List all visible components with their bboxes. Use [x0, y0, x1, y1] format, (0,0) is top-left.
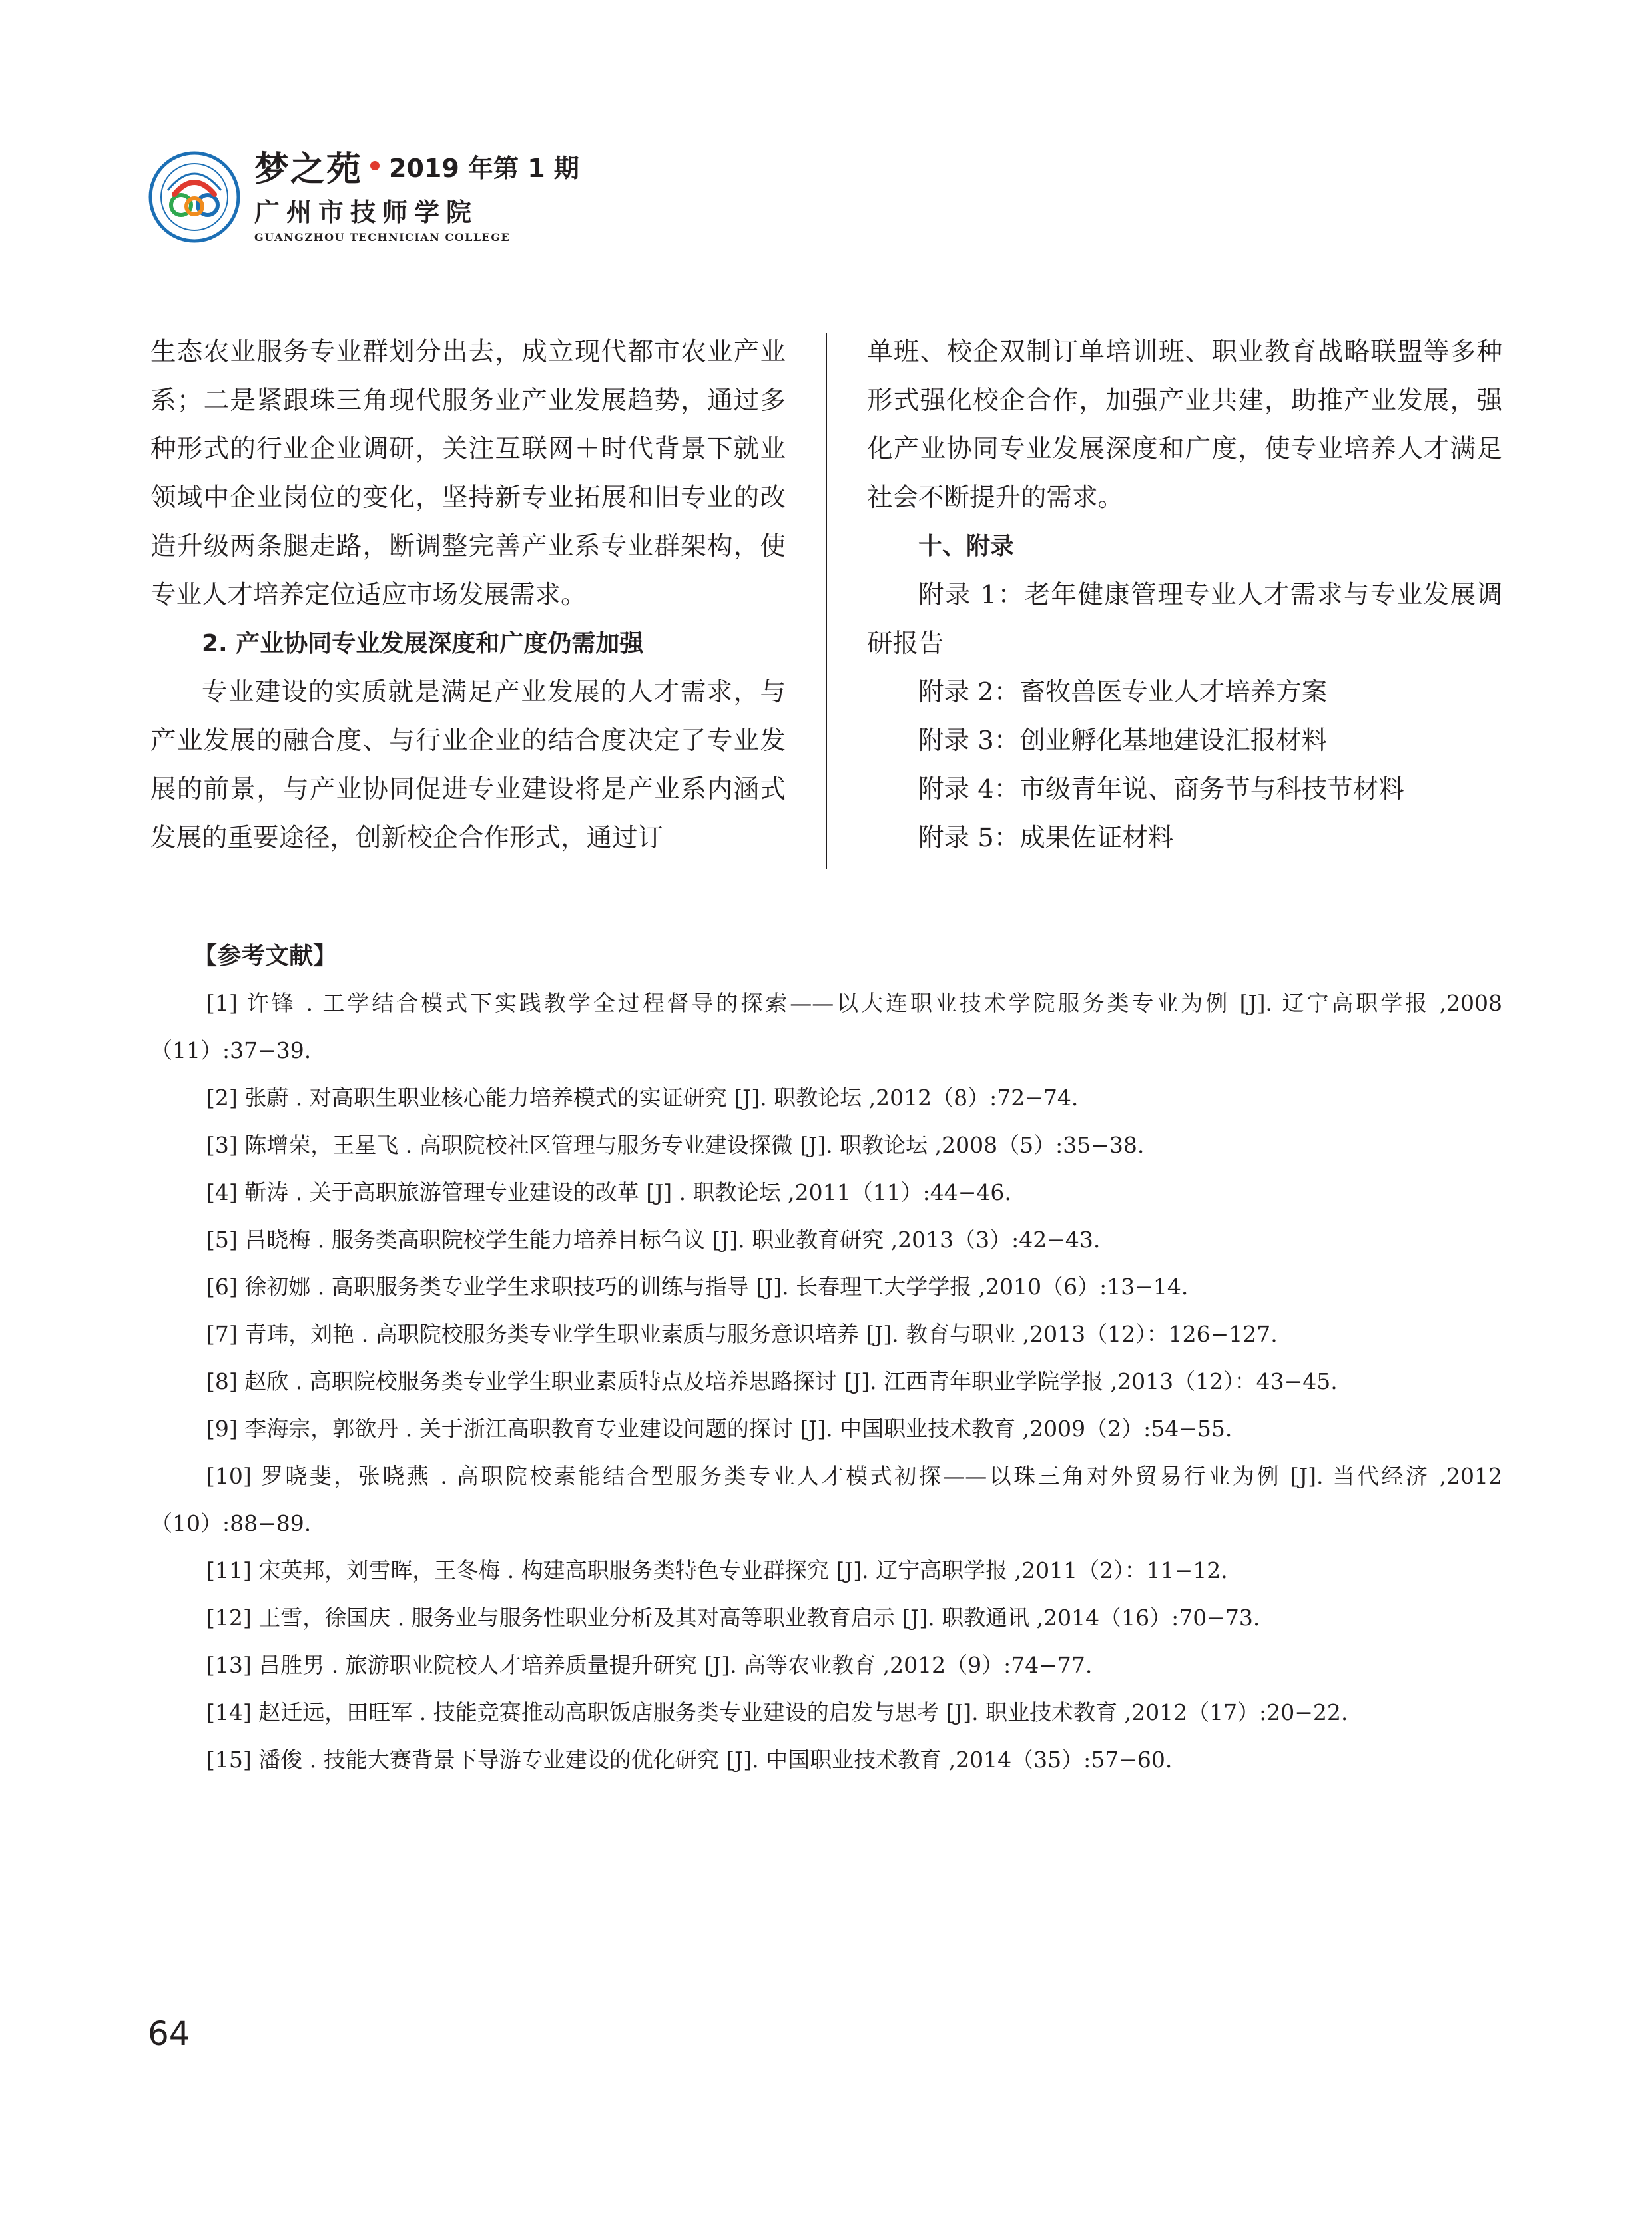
right-column: [867, 328, 1502, 862]
right-paragraph-1: 单班、校企双制订单培训班、职业教育战略联盟等多种形式强化校企合作，加强产业共建，助推产业发展，强化产业协同专业发展深度和广度，使专业培养人才满足社会不断提升的需求。: [867, 337, 1502, 513]
appendix-item: 附录 3：创业孵化基地建设汇报材料: [918, 726, 1328, 756]
left-paragraph-2: 专业建设的实质就是满足产业发展的人才需求，与产业发展的融合度、与行业企业的结合度决定了专业发展的前景，与产业协同促进专业建设将是产业系内涵式发展的重要途径，创新校企合作形式，通过订: [150, 677, 786, 853]
reference-item: [6] 徐初娜 . 高职服务类专业学生求职技巧的训练与指导 [J]. 长春理工大学学报 ,2010（6）:13−14.: [206, 1274, 1189, 1300]
reference-item: [5] 吕晓梅 . 服务类高职院校学生能力培养目标刍议 [J]. 职业教育研究 ,2013（3）:42−43.: [206, 1227, 1101, 1252]
reference-item: [2] 张蔚 . 对高职生职业核心能力培养模式的实证研究 [J]. 职教论坛 ,2012（8）:72−74.: [206, 1085, 1079, 1111]
college-name-cn: 广州市技师学院: [254, 198, 479, 227]
appendix-item: 附录 4：市级青年说、商务节与科技节材料: [918, 774, 1404, 804]
reference-item: [8] 赵欣 . 高职院校服务类专业学生职业素质特点及培养思路探讨 [J]. 江西青年职业学院学报 ,2013（12）：43−45.: [206, 1368, 1338, 1394]
left-column: [150, 328, 786, 862]
left-paragraph-1: 生态农业服务专业群划分出去，成立现代都市农业产业系；二是紧跟珠三角现代服务业产业发展趋势，通过多种形式的行业企业调研，关注互联网＋时代背景下就业领域中企业岗位的变化，坚持新专业拓展和旧专业的改造升级两条腿走路，断调整完善产业系专业群架构，使专业人才培养定位适应市场发展需求。: [150, 337, 786, 610]
masthead: [254, 142, 579, 244]
red-dot-icon: [370, 161, 380, 170]
college-logo-icon: [148, 150, 241, 244]
reference-item: [12] 王雪，徐国庆 . 服务业与服务性职业分析及其对高等职业教育启示 [J]. 职教通讯 ,2014（16）:70−73.: [206, 1605, 1260, 1631]
reference-item: [14] 赵迁远，田旺军 . 技能竞赛推动高职饭店服务类专业建设的启发与思考 [J]. 职业技术教育 ,2012（17）:20−22.: [206, 1699, 1348, 1725]
college-name-en: GUANGZHOU TECHNICIAN COLLEGE: [254, 231, 511, 244]
reference-item: [7] 青玮，刘艳 . 高职院校服务类专业学生职业素质与服务意识培养 [J]. 教育与职业 ,2013（12）：126−127.: [206, 1321, 1278, 1347]
appendix-item: 附录 5：成果佐证材料: [918, 823, 1174, 853]
reference-item: [13] 吕胜男 . 旅游职业院校人才培养质量提升研究 [J]. 高等农业教育 ,2012（9）:74−77.: [206, 1652, 1093, 1678]
column-divider: [826, 333, 827, 869]
reference-item: [4] 靳涛 . 关于高职旅游管理专业建设的改革 [J] . 职教论坛 ,2011（11）:44−46.: [206, 1179, 1011, 1205]
section-heading-2: 2. 产业协同专业发展深度和广度仍需加强: [202, 630, 644, 657]
reference-item: [3] 陈增荣，王星飞 . 高职院校社区管理与服务专业建设探微 [J]. 职教论坛 ,2008（5）:35−38.: [206, 1132, 1145, 1158]
section-heading-10: 十、附录: [918, 533, 1015, 560]
appendix-item: 附录 1：老年健康管理专业人才需求与专业发展调研报告: [867, 580, 1502, 659]
page-number: 64: [148, 2014, 190, 2053]
reference-item: [10] 罗晓斐，张晓燕 . 高职院校素能结合型服务类专业人才模式初探——以珠三角对外贸易行业为例 [J]. 当代经济 ,2012（10）:88−89.: [150, 1463, 1502, 1536]
appendix-item: 附录 2：畜牧兽医专业人才培养方案: [918, 677, 1328, 707]
reference-item: [15] 潘俊 . 技能大赛背景下导游专业建设的优化研究 [J]. 中国职业技术教育 ,2014（35）:57−60.: [206, 1747, 1173, 1773]
references-title: 【参考文献】: [193, 942, 338, 970]
reference-item: [9] 李海宗，郭欲丹 . 关于浙江高职教育专业建设问题的探讨 [J]. 中国职业技术教育 ,2009（2）:54−55.: [206, 1416, 1233, 1442]
reference-item: [1] 许锋 . 工学结合模式下实践教学全过程督导的探索——以大连职业技术学院服务类专业为例 [J]. 辽宁高职学报 ,2008（11）:37−39.: [150, 990, 1502, 1063]
reference-item: [11] 宋英邦，刘雪晖，王冬梅 . 构建高职服务类特色专业群探究 [J]. 辽宁高职学报 ,2011（2）：11−12.: [206, 1557, 1228, 1583]
references-section: [150, 932, 1502, 1783]
page-header: [148, 142, 947, 249]
magazine-title: 梦之苑: [254, 149, 363, 190]
issue-label: 2019 年第 1 期: [389, 153, 579, 183]
